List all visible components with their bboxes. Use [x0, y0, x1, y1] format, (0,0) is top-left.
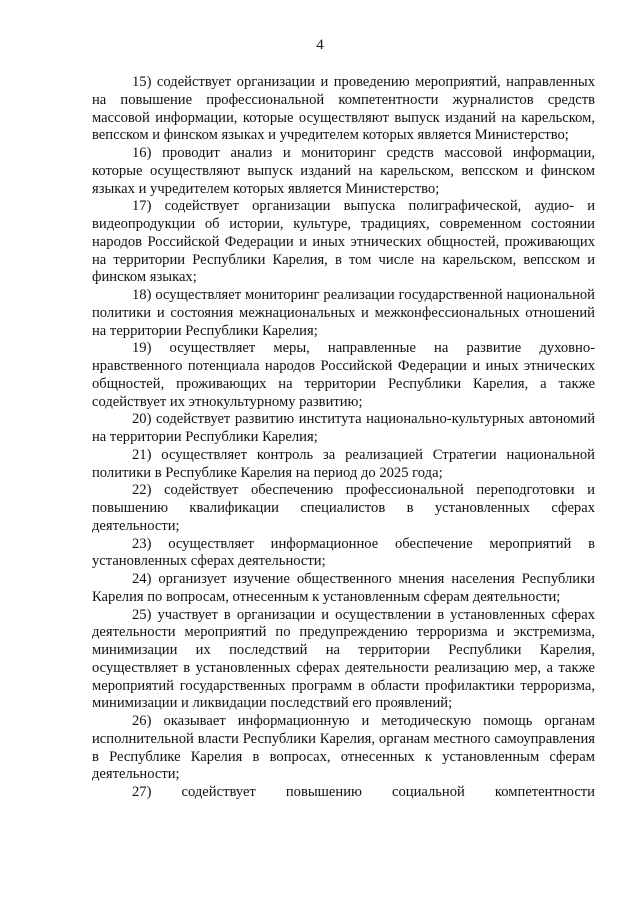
list-item-24: 24) организует изучение общественного мнения населения Республики Карелия по вопросам, отнесенным к установленным сферам деятельности; — [92, 571, 595, 605]
list-item-20: 20) содействует развитию института национально-культурных автономий на территории Республики Карелия; — [92, 411, 595, 445]
page-number: 4 — [316, 37, 324, 53]
list-item-15: 15) содействует организации и проведению мероприятий, направленных на повышение профессиональной компетентности журналистов средств массовой информации, которые осуществляют выпуск изданий на карельском, вепсском и финском языках и учредителем которых является Министерство; — [92, 74, 595, 144]
list-item-25: 25) участвует в организации и осуществлении в установленных сферах деятельности мероприятий по предупреждению терроризма и экстремизма, минимизации их последствий на территории Республики Карелия, осуществляет в установленных сферах деятельности реализацию мер, а также мероприятий государственных программ в области профилактики терроризма, минимизации и ликвидации последствий его проявлений; — [92, 606, 595, 712]
list-item-16: 16) проводит анализ и мониторинг средств массовой информации, которые осуществляют выпуск изданий на карельском, вепсском и финском языках и учредителем которых является Министерство; — [92, 145, 595, 197]
list-item-26: 26) оказывает информационную и методическую помощь органам исполнительной власти Республики Карелия, органам местного самоуправления в Республике Карелия в вопросах, отнесенных к установленным сферам деятельности; — [92, 713, 595, 783]
document-body — [92, 74, 595, 802]
list-item-23: 23) осуществляет информационное обеспечение мероприятий в установленных сферах деятельности; — [92, 535, 595, 570]
list-item-18: 18) осуществляет мониторинг реализации государственной национальной политики и состояния межнациональных и межконфессиональных отношений на территории Республики Карелия; — [92, 287, 595, 339]
list-item-27: 27) содействует повышению социальной компетентности — [132, 784, 595, 800]
list-item-21: 21) осуществляет контроль за реализацией Стратегии национальной политики в Республике Карелия на период до 2025 года; — [92, 446, 595, 481]
list-item-17: 17) содействует организации выпуска полиграфической, аудио- и видеопродукции об истории, культуре, традициях, современном состоянии народов Российской Федерации и иных этнических общностей, проживающих на территории Республики Карелия, в том числе на карельском, вепсском и финском языках; — [92, 198, 595, 286]
list-item-22: 22) содействует обеспечению профессиональной переподготовки и повышению квалификации специалистов в установленных сферах деятельности; — [92, 482, 595, 534]
list-item-19: 19) осуществляет меры, направленные на развитие духовно-нравственного потенциала народов Российской Федерации и иных этнических общностей, проживающих на территории Республики Карелия, а также содействует их этнокультурному развитию; — [92, 340, 595, 410]
